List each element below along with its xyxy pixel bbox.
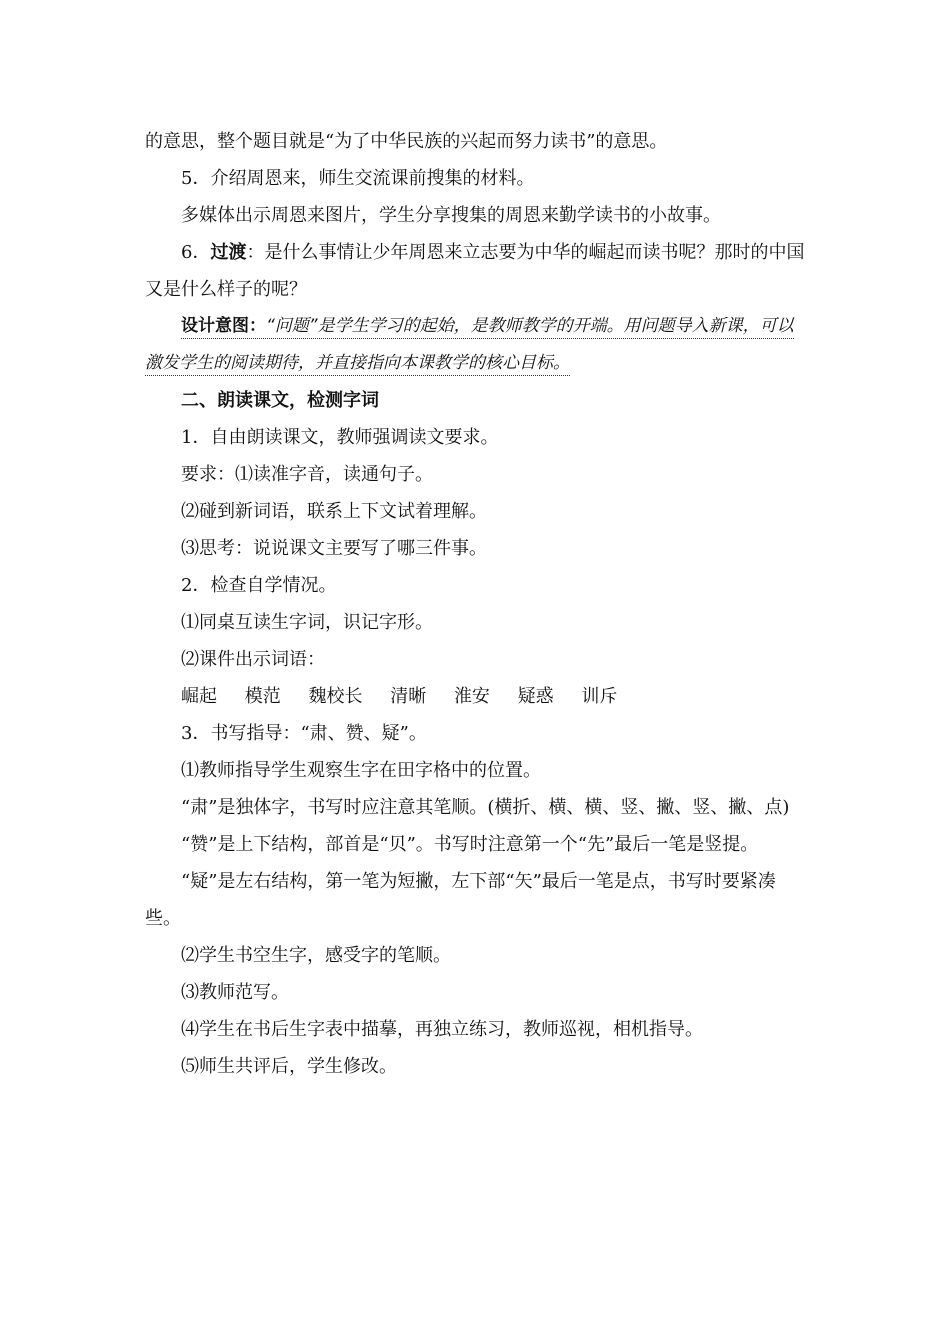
paragraph-writing-2: ⑵学生书空生字，感受字的笔顺。 [181,945,451,966]
paragraph-title-meaning: 的意思，整个题目就是“为了中华民族的兴起而努力读书”的意思。 [145,131,668,152]
paragraph-step-2: 2．检查自学情况。 [181,575,337,596]
paragraph-requirements: 要求：⑴读准字音，读通句子。 [181,464,433,485]
paragraph-step-5: 5．介绍周恩来，师生交流课前搜集的材料。 [181,168,535,189]
paragraph-writing-1: ⑴教师指导学生观察生字在田字格中的位置。 [181,760,541,781]
paragraph-char-zan: “赞”是上下结构，部首是“贝”。书写时注意第一个“先”最后一笔是竖提。 [181,834,759,855]
document-body [145,123,810,1085]
step-6-number: 6． [181,242,211,263]
vocab-word: 魏校长 [308,686,363,707]
paragraph-char-su: “肃”是独体字，书写时应注意其笔顺。(横折、横、横、竖、撇、竖、撇、点) [181,797,790,818]
paragraph-writing-4: ⑷学生在书后生字表中描摹，再独立练习，教师巡视，相机指导。 [181,1019,703,1040]
paragraph-char-yi: “疑”是左右结构，第一笔为短撇，左下部“矢”最后一笔是点，书写时要紧凑些。 [145,871,776,929]
vocab-word: 崛起 [181,686,217,707]
design-intent-note [145,308,810,382]
paragraph-requirement-2: ⑵碰到新词语，联系上下文试着理解。 [181,501,487,522]
paragraph-step-6 [145,234,810,308]
vocab-word: 清晰 [390,686,427,707]
vocab-word: 模范 [244,686,281,707]
paragraph-check-1: ⑴同桌互读生字词，识记字形。 [181,612,433,633]
vocabulary-list [145,678,810,715]
paragraph-multimedia: 多媒体出示周恩来图片，学生分享搜集的周恩来勤学读书的小故事。 [181,205,721,226]
section-heading-2: 二、朗读课文，检测字词 [181,390,379,411]
transition-text: ：是什么事情让少年周恩来立志要为中华的崛起而读书呢？那时的中国又是什么样子的呢？ [145,242,805,300]
paragraph-step-1: 1．自由朗读课文，教师强调读文要求。 [181,427,499,448]
design-intent-label: 设计意图： [181,316,266,336]
paragraph-writing-3: ⑶教师范写。 [181,982,289,1003]
paragraph-check-2: ⑵课件出示词语： [181,649,325,670]
vocab-word: 疑惑 [517,686,554,707]
transition-label: 过渡 [210,242,247,263]
design-intent-text: “问题”是学生学习的起始，是教师教学的开端。用问题导入新课，可以激发学生的阅读期待，并直接指向本课教学的核心目标。 [145,316,794,373]
vocab-word: 训斥 [581,686,618,707]
paragraph-requirement-3: ⑶思考：说说课文主要写了哪三件事。 [181,538,487,559]
vocab-word: 淮安 [453,686,490,707]
paragraph-step-3: 3．书写指导：“肃、赞、疑”。 [181,723,427,744]
paragraph-writing-5: ⑸师生共评后，学生修改。 [181,1056,397,1077]
